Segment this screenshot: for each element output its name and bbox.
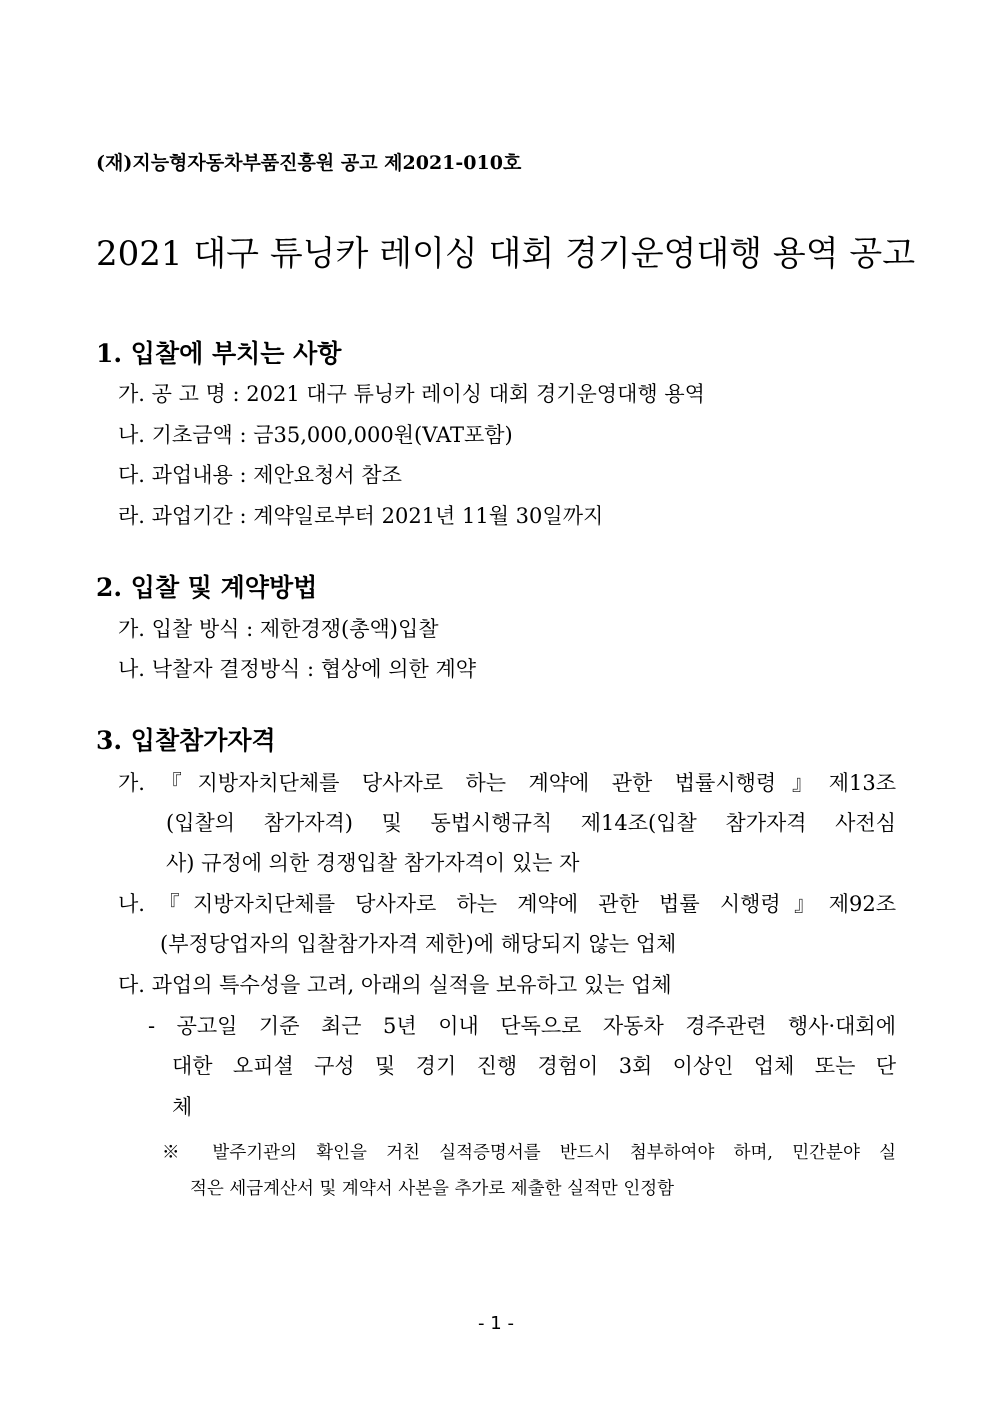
note-line: 적은 세금계산서 및 계약서 사본을 추가로 제출한 실적만 인정함 [190,1179,675,1199]
notice-number: (재)지능형자동차부품진흥원 공고 제2021-010호 [96,152,522,174]
qualification-item-ga-line: 사) 규정에 의한 경쟁입찰 참가자격이 있는 자 [166,851,580,875]
section-1-item: 다. 과업내용 : 제안요청서 참조 [118,463,402,487]
page-number: - 1 - [478,1313,514,1334]
qualification-sub-line: - 공고일 기준 최근 5년 이내 단독으로 자동차 경주관련 행사·대회에 [148,1014,896,1038]
qualification-item-na-line: (부정당업자의 입찰참가자격 제한)에 해당되지 않는 업체 [160,932,677,956]
section-3-heading: 3. 입찰참가자격 [96,726,276,755]
qualification-item-ga-line: 가.『지방자치단체를 당사자로 하는 계약에 관한 법률시행령』제13조 [118,771,896,795]
qualification-item-da: 다. 과업의 특수성을 고려, 아래의 실적을 보유하고 있는 업체 [118,973,672,997]
note-line: ※ 발주기관의 확인을 거친 실적증명서를 반드시 첨부하여야 하며, 민간분야 실 [162,1143,896,1163]
section-1-heading: 1. 입찰에 부치는 사항 [96,339,342,368]
section-2-heading: 2. 입찰 및 계약방법 [96,573,318,602]
qualification-sub-line: 체 [172,1095,193,1119]
section-2-item: 나. 낙찰자 결정방식 : 협상에 의한 계약 [118,657,477,681]
section-2-item: 가. 입찰 방식 : 제한경쟁(총액)입찰 [118,617,439,641]
section-1-item: 나. 기초금액 : 금35,000,000원(VAT포함) [118,423,513,447]
qualification-item-na-line: 나.『지방자치단체를 당사자로 하는 계약에 관한 법률 시행령』제92조 [118,892,896,916]
qualification-item-ga-line: (입찰의 참가자격) 및 동법시행규칙 제14조(입찰 참가자격 사전심 [166,811,897,835]
section-1-item: 라. 과업기간 : 계약일로부터 2021년 11월 30일까지 [118,504,604,528]
qualification-sub-line: 대한 오피셜 구성 및 경기 진행 경험이 3회 이상인 업체 또는 단 [172,1054,896,1078]
document-title: 2021 대구 튜닝카 레이싱 대회 경기운영대행 용역 공고 [96,234,916,274]
section-1-item: 가. 공 고 명 : 2021 대구 튜닝카 레이싱 대회 경기운영대행 용역 [118,382,705,406]
